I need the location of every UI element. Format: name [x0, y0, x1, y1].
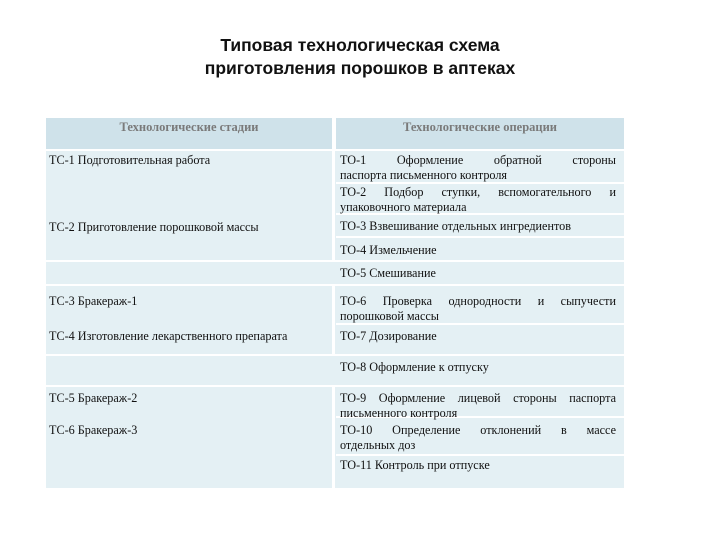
- row-divider: [46, 385, 624, 387]
- operation-cell: [340, 391, 616, 420]
- column-divider: [332, 151, 335, 261]
- stage-cell: ТС-3 Бракераж-1: [49, 294, 138, 308]
- operation-line: паспорта письменного контроля: [340, 167, 508, 182]
- operation-line: отдельных доз: [340, 437, 416, 452]
- operation-line: ТО-10 Определение отклонений в массе: [340, 423, 616, 437]
- operation-cell: [340, 423, 616, 452]
- column-divider: [332, 284, 335, 354]
- operation-line: письменного контроля: [340, 405, 458, 420]
- stage-cell: ТС-1 Подготовительная работа: [49, 153, 211, 167]
- row-divider: [336, 182, 624, 184]
- slide-title: [0, 34, 720, 80]
- operation-cell: [340, 294, 616, 323]
- row-divider: [336, 323, 624, 325]
- process-table: [46, 118, 624, 488]
- header-stages: Технологические стадии: [119, 120, 259, 134]
- operation-cell: ТО-7 Дозирование: [340, 329, 437, 343]
- stage-cell: ТС-2 Приготовление порошковой массы: [49, 220, 259, 234]
- row-divider: [46, 260, 624, 262]
- operation-cell: ТО-3 Взвешивание отдельных ингредиентов: [340, 219, 571, 233]
- operation-cell: [340, 185, 616, 214]
- operation-line: ТО-9 Оформление лицевой стороны паспорта: [340, 391, 616, 405]
- operation-cell: ТО-5 Смешивание: [340, 266, 436, 280]
- operation-cell: [340, 153, 616, 182]
- stage-cell: ТС-5 Бракераж-2: [49, 391, 138, 405]
- operation-line: порошковой массы: [340, 308, 439, 323]
- title-line-1: Типовая технологическая схема: [220, 35, 500, 55]
- row-divider: [336, 454, 624, 456]
- column-divider: [332, 385, 335, 488]
- title-line-2: приготовления порошков в аптеках: [204, 58, 516, 78]
- stage-cell: ТС-4 Изготовление лекарственного препарата: [49, 329, 288, 343]
- operation-cell: ТО-8 Оформление к отпуску: [340, 360, 489, 374]
- row-divider: [336, 236, 624, 238]
- operation-cell: ТО-4 Измельчение: [340, 243, 437, 257]
- row-divider: [46, 354, 624, 356]
- header-operations: Технологические операции: [402, 120, 558, 134]
- table-header: [46, 118, 624, 149]
- operation-line: ТО-2 Подбор ступки, вспомогательного и: [340, 185, 616, 199]
- operation-line: ТО-1 Оформление обратной стороны: [340, 153, 616, 167]
- operation-line: упаковочного материала: [340, 199, 467, 214]
- operation-line: ТО-6 Проверка однородности и сыпучести: [340, 294, 616, 308]
- stage-cell: ТС-6 Бракераж-3: [49, 423, 138, 437]
- operation-cell: ТО-11 Контроль при отпуске: [340, 458, 490, 472]
- row-divider: [46, 284, 624, 286]
